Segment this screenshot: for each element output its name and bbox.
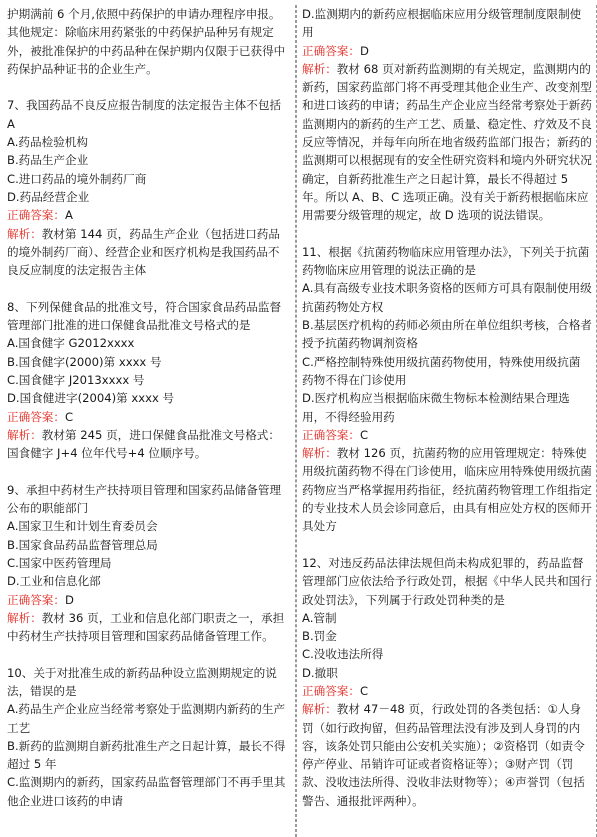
answer-line	[302, 682, 592, 700]
answer-value: A	[64, 208, 73, 223]
option-a: A.管制	[302, 610, 337, 625]
question-stem: 9、承担中药材生产扶持项目管理和国家药品储备管理公布的职能部门	[7, 482, 282, 516]
question-10	[7, 664, 291, 810]
answer-label: 正确答案：	[7, 592, 65, 607]
answer-value: C	[359, 427, 369, 442]
option-a: A.国食健字 G2012xxxx	[7, 336, 135, 351]
option-c: C.监测期内的新药，国家药品监督管理部门不再手里其他企业进口该药的申请	[7, 775, 286, 808]
explanation	[302, 444, 592, 535]
answer-value: C	[64, 409, 74, 424]
explanation	[7, 225, 291, 280]
question-stem: 12、对违反药品法律法规但尚未构成犯罪的，药品监督管理部门应依法给予行政处罚，根据《中华人民共和国行政处罚法》，下列属于行政处罚种类的是	[302, 555, 592, 607]
explanation-label: 解析：	[302, 61, 337, 76]
question-9	[7, 481, 291, 646]
option-b: B.药品生产企业	[7, 153, 89, 168]
option-a: A.药品检验机构	[7, 135, 88, 150]
explanation-label: 解析：	[7, 610, 42, 625]
option-d: D.药品经营企业	[7, 189, 90, 204]
answer-line	[7, 206, 291, 224]
option-c: C.严格控制特殊使用级抗菌药物使用，特殊使用级抗菌药物不得在门诊使用	[302, 354, 581, 387]
answer-label: 正确答案：	[7, 409, 65, 424]
explanation-text: 教材 126 页，抗菌药物的应用管理规定：特殊使用级抗菌药物不得在门诊使用，临床应用特殊使用级抗菌药物应当严格掌握用药指征，经抗菌药物管理工作组指定的专业技术人员会诊同意后，由具有相应处方权的医师开具处方	[302, 446, 592, 534]
option-d: D.国食健进字(2004)第 xxxx 号	[7, 391, 175, 406]
option-a: A.国家卫生和计划生育委员会	[7, 519, 158, 534]
explanation	[7, 609, 291, 646]
option-d: D.医疗机构应当根据临床微生物标本检测结果合理选用，不得经验用药	[302, 391, 570, 424]
option-c: C.进口药品的境外制药厂商	[7, 171, 147, 186]
option-b: B.基层医疗机构的药师必须由所在单位组织考核，合格者授予抗菌药物调剂资格	[302, 318, 592, 351]
answer-label: 正确答案：	[302, 427, 360, 442]
explanation	[302, 60, 592, 225]
explanation-text: 教材第 245 页，进口保健食品批准文号格式：国食健字 J+4 位年代号+4 位顺序号。	[7, 427, 280, 461]
question-stem: 7、我国药品不良反应报告制度的法定报告主体不包括 A	[7, 98, 282, 131]
answer-line	[7, 591, 291, 609]
option-d: D.监测期内的新药应根据临床应用分级管理制度限制使用	[302, 7, 582, 40]
explanation-text: 教材 36 页，工业和信息化部门职责之一，承担中药材生产扶持项目管理和国家药品储备管理工作。	[7, 610, 285, 644]
question-7	[7, 96, 291, 279]
question-8	[7, 298, 291, 463]
explanation	[7, 426, 291, 463]
question-stem: 8、下列保健食品的批准文号，符合国家食品药品监督管理部门批准的进口保健食品批准文号格式的是	[7, 299, 282, 333]
explanation-label: 解析：	[7, 427, 42, 442]
answer-value: D	[64, 592, 74, 607]
question-stem: 11、根据《抗菌药物临床应用管理办法》，下列关于抗菌药物临床应用管理的说法正确的是	[302, 244, 590, 278]
explanation	[302, 700, 592, 810]
option-d: D.工业和信息化部	[7, 574, 101, 589]
option-c: C.国家中医药管理局	[7, 555, 112, 570]
explanation-label: 解析：	[302, 446, 337, 461]
option-d: D.撤职	[302, 665, 338, 680]
question-10-continued	[302, 5, 592, 225]
answer-line	[302, 42, 592, 60]
explanation-label: 解析：	[7, 226, 42, 241]
option-b: B.国家食品药品监督管理总局	[7, 537, 158, 552]
option-b: B.国食健字(2000)第 xxxx 号	[7, 354, 162, 369]
answer-value: D	[359, 43, 369, 58]
right-column	[296, 5, 597, 837]
answer-label: 正确答案：	[7, 208, 65, 223]
option-c: C.国食健字 J2013xxxx 号	[7, 372, 145, 387]
intro-paragraph: 护期满前 6 个月,依照中药保护的申请办理程序申报。 其他规定：除临床用药紧张的中药保护品种另有规定外，被批准保护的中药品种在保护期内仅限于已获得中药保护品种证书的企业生产。	[7, 7, 286, 76]
explanation-text: 教材 47－48 页，行政处罚的各类包括：①人身罚（如行政拘留，但药品管理法没有涉及到人身罚的内容，该条处罚只能由公安机关实施）；②资格罚（如责令停产停业、吊销许可证或者资格证等）；③财产罚（罚款、没收违法所得、没收非法财物等）；④声誉罚（包括警告、通报批评两种）。	[302, 702, 585, 808]
explanation-label: 解析：	[302, 702, 337, 717]
explanation-text: 教材第 144 页，药品生产企业（包括进口药品的境外制药厂商）、经营企业和医疗机构是我国药品不良反应制度的法定报告主体	[7, 226, 280, 278]
answer-label: 正确答案：	[302, 43, 360, 58]
question-11	[302, 243, 592, 536]
answer-line	[7, 408, 291, 426]
option-a: A.药品生产企业应当经常考察处于监测期内新药的生产工艺	[7, 702, 286, 735]
answer-value: C	[359, 683, 369, 698]
option-b: B.新药的监测期自新药批准生产之日起计算，最长不得超过 5 年	[7, 738, 286, 772]
answer-label: 正确答案：	[302, 683, 360, 698]
option-a: A.具有高级专业技术职务资格的医师方可具有限制使用级抗菌药物处方权	[302, 281, 592, 314]
question-12	[302, 554, 592, 810]
question-stem: 10、关于对批准生成的新药品种设立监测期规定的说法，错误的是	[7, 665, 277, 698]
option-b: B.罚金	[302, 629, 337, 644]
answer-line	[302, 426, 592, 444]
left-column	[0, 5, 296, 837]
option-c: C.没收违法所得	[302, 647, 384, 662]
explanation-text: 教材 68 页对新药监测期的有关规定，监测期内的新药，国家药监部门将不再受理其他企业生产、改变剂型和进口该药的申请；药品生产企业应当经常考察处于新药监测期内的新药的生产工艺、质量、稳定性、疗效及不良反应等情况，并每年向所在地省级药监部门报告；新药的监测期可以根据现有的安全性研究资料和境内外研究状况确定，自新药批准生产之日起计算，最长不得超过 5 年。所以 A、B、C 选项正确。没有关于新药根据临床应用需要分级管理的规定，故 D 选项的说法错误。	[302, 61, 592, 223]
